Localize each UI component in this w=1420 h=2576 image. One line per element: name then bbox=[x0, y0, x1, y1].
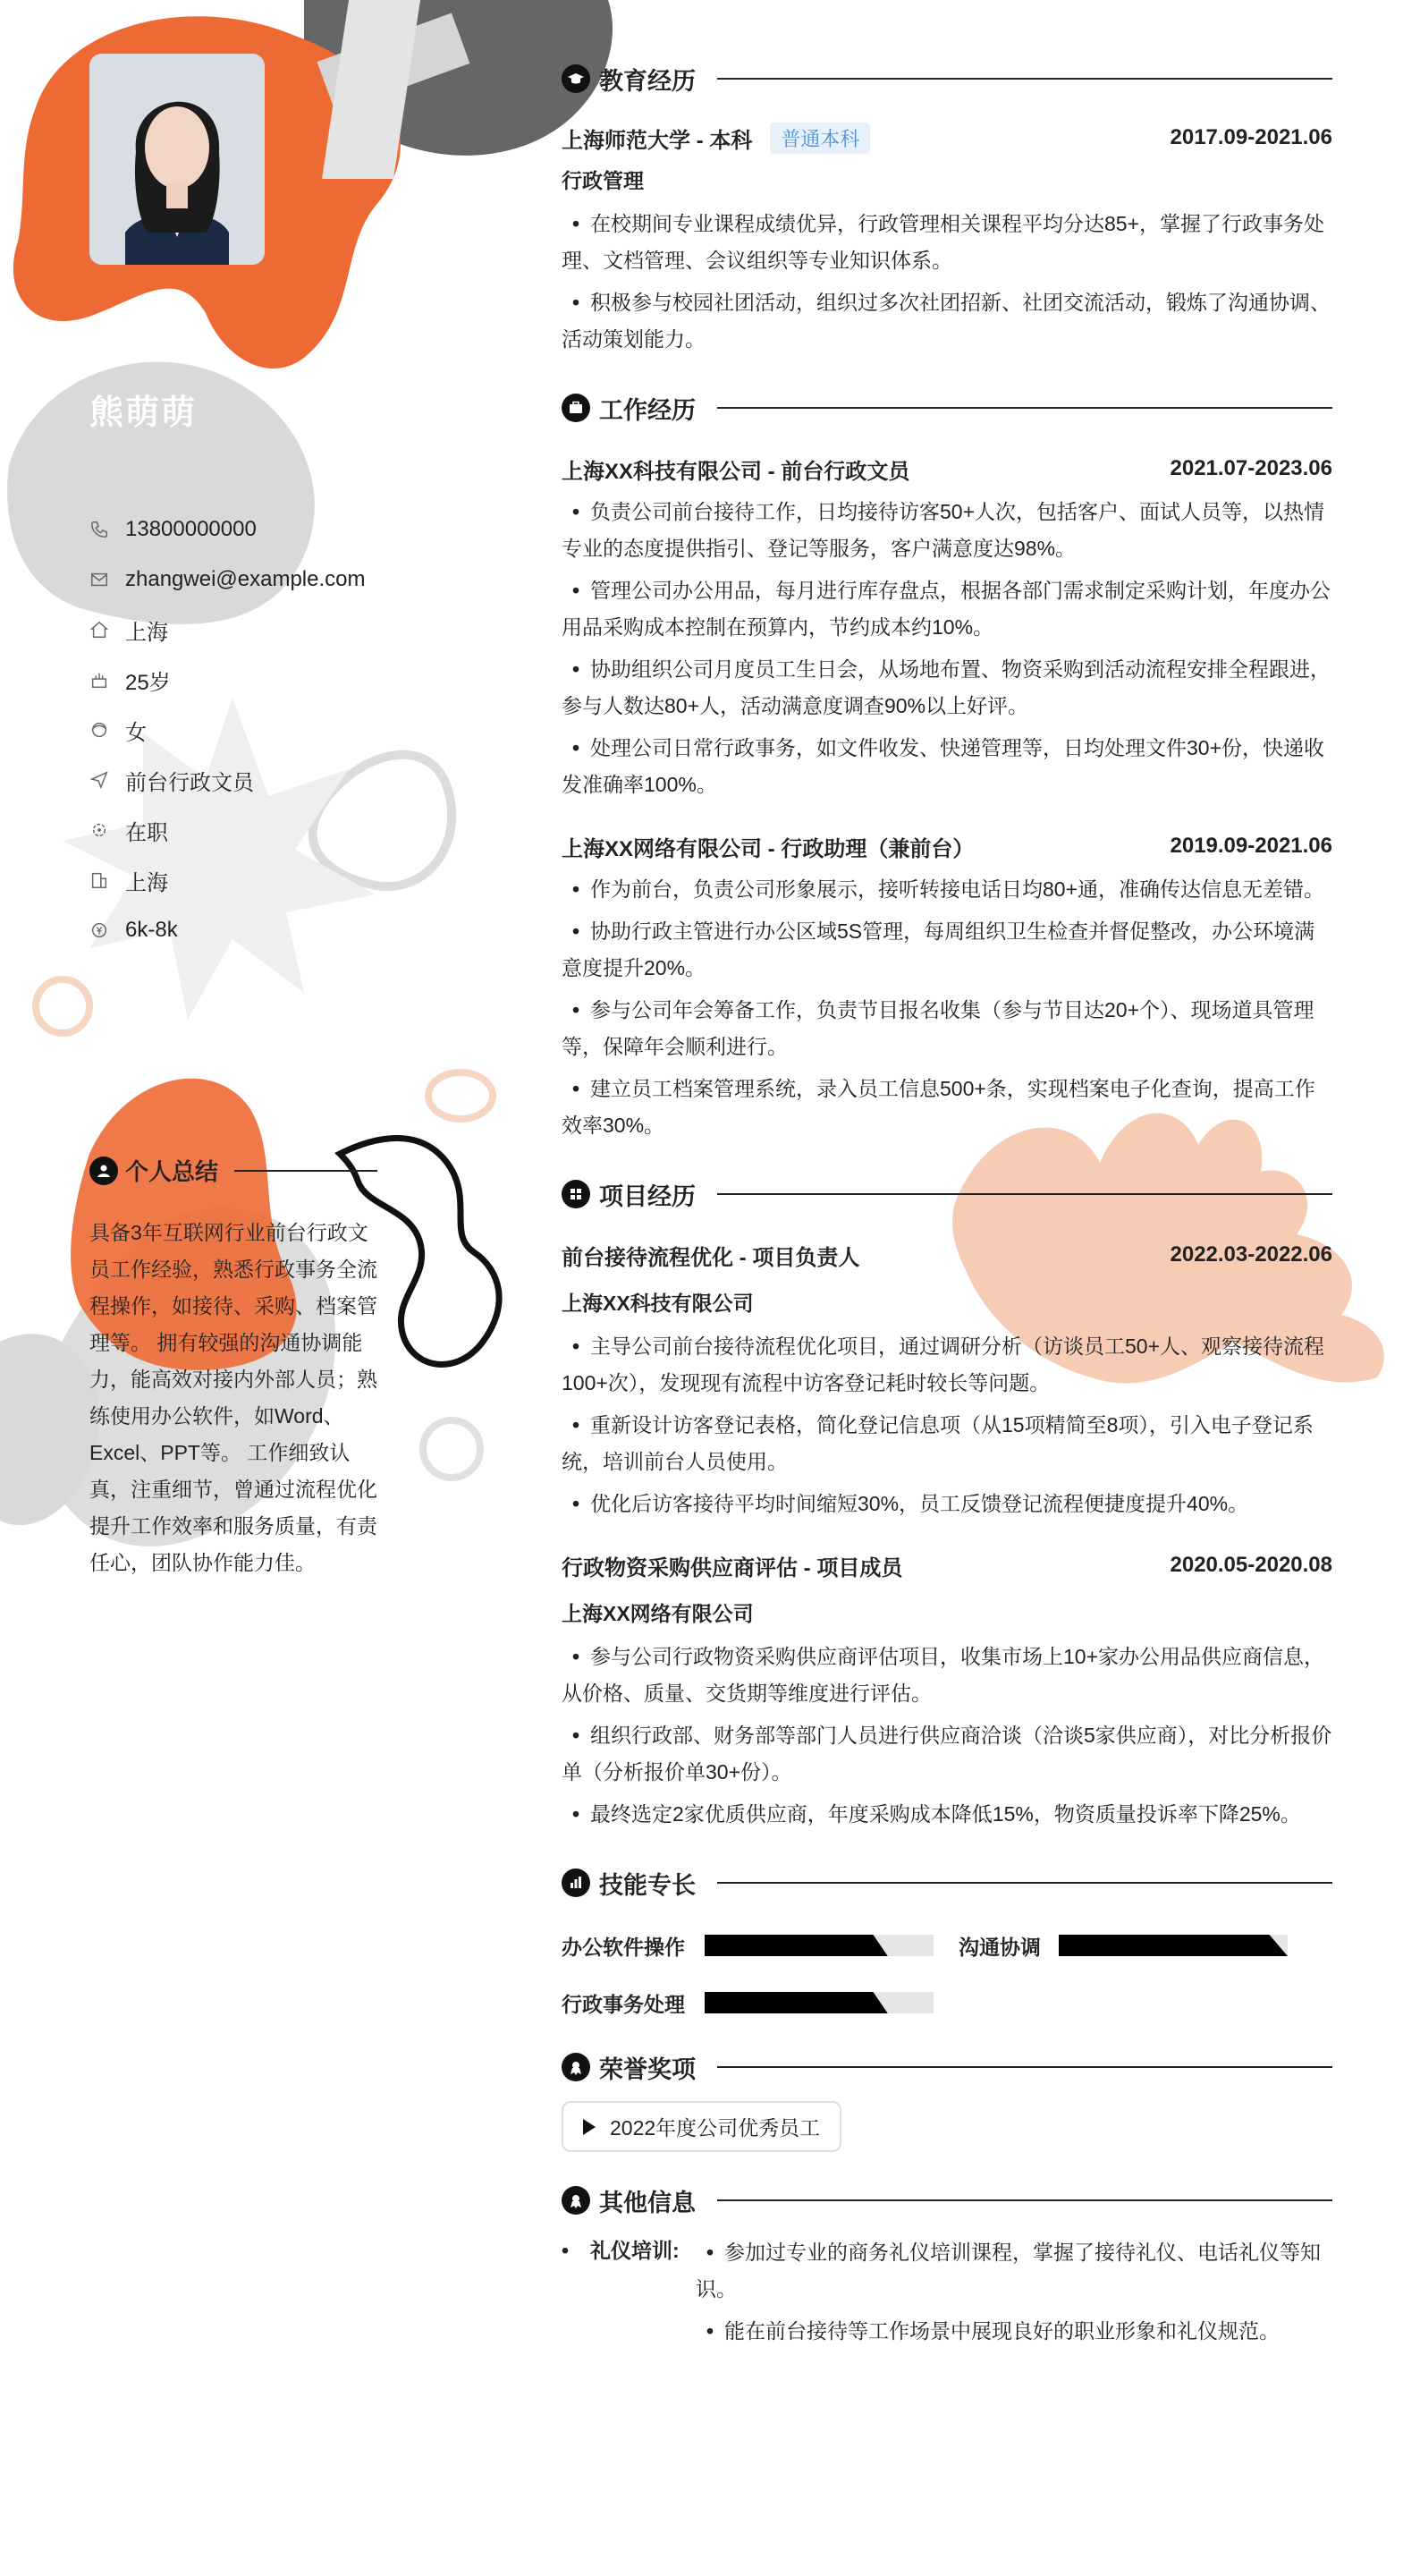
skill-name: 沟通协调 bbox=[959, 1935, 1041, 1959]
skill-bar bbox=[705, 1992, 934, 2013]
contact-status-value: 在职 bbox=[125, 820, 168, 845]
bar-chart-icon bbox=[562, 1868, 590, 1897]
skills-divider bbox=[717, 1882, 1332, 1884]
work-title: 工作经历 bbox=[599, 396, 696, 424]
award-label: 2022年度公司优秀员工 bbox=[610, 2116, 821, 2140]
status-icon bbox=[89, 820, 109, 840]
work-row bbox=[562, 828, 1332, 864]
other-bullets bbox=[696, 2234, 1332, 2355]
skill-name: 行政事务处理 bbox=[562, 1992, 685, 2016]
education-major: 行政管理 bbox=[562, 169, 644, 192]
list-item: • 重新设计访客登记表格，简化登记信息项（从15项精简至8项），引入电子登记系统，培训前台人员使用。 bbox=[562, 1407, 1332, 1480]
contact-status bbox=[89, 805, 366, 855]
contact-list bbox=[89, 504, 366, 955]
list-item: • 在校期间专业课程成绩优异，行政管理相关课程平均分达85+，掌握了行政事务处理、文档管理、会议组织等专业知识体系。 bbox=[562, 206, 1332, 279]
award-badge bbox=[562, 2101, 841, 2152]
list-item: • 积极参与校园社团活动，组织过多次社团招新、社团交流活动，锻炼了沟通协调、活动策划能力。 bbox=[562, 284, 1332, 358]
work-title: 上海XX科技有限公司 - 前台行政文员 bbox=[562, 459, 910, 484]
education-heading bbox=[562, 63, 1332, 95]
education-entry bbox=[562, 120, 1332, 358]
work-date: 2019.09-2021.06 bbox=[1170, 834, 1332, 858]
contact-home-value: 上海 bbox=[125, 620, 168, 645]
skills-title: 技能专长 bbox=[599, 1871, 696, 1899]
award-icon bbox=[562, 2053, 590, 2081]
gender-icon bbox=[89, 720, 109, 740]
list-item: • 处理公司日常行政事务，如文件收发、快递管理等，日均处理文件30+份，快递收发准确率100%。 bbox=[562, 730, 1332, 803]
contact-city bbox=[89, 855, 366, 905]
project-entry bbox=[562, 1237, 1332, 1522]
education-school-wrap bbox=[562, 123, 870, 154]
contact-position-value: 前台行政文员 bbox=[125, 770, 254, 795]
skill-bar bbox=[1059, 1935, 1288, 1956]
skill-fill bbox=[705, 1992, 888, 2013]
list-item: • 优化后访客接待平均时间缩短30%，员工反馈登记流程便捷度提升40%。 bbox=[562, 1486, 1332, 1522]
main-column bbox=[562, 63, 1332, 2355]
grid-icon bbox=[562, 1180, 590, 1208]
building-icon bbox=[89, 870, 109, 890]
home-icon bbox=[89, 620, 109, 640]
education-date: 2017.09-2021.06 bbox=[1170, 125, 1332, 149]
summary-divider bbox=[234, 1170, 377, 1172]
contact-email bbox=[89, 555, 366, 605]
list-item: • 参加过专业的商务礼仪培训课程，掌握了接待礼仪、电话礼仪等知识。 bbox=[696, 2234, 1332, 2308]
work-title: 上海XX网络有限公司 - 行政助理（兼前台） bbox=[562, 836, 975, 861]
contact-city-value: 上海 bbox=[125, 870, 168, 895]
skill-fill bbox=[1059, 1935, 1288, 1956]
profile-name: 熊萌萌 bbox=[89, 394, 198, 432]
list-item: • 协助组织公司月度员工生日会，从场地布置、物资采购到活动流程安排全程跟进，参与人数达80+人，活动满意度调查90%以上好评。 bbox=[562, 651, 1332, 724]
contact-gender-value: 女 bbox=[125, 720, 147, 745]
contact-phone bbox=[89, 504, 366, 555]
list-item: • 建立员工档案管理系统，录入员工信息500+条，实现档案电子化查询，提高工作效率30%。 bbox=[562, 1071, 1332, 1144]
summary-heading bbox=[89, 1154, 377, 1187]
work-row bbox=[562, 451, 1332, 487]
project-company: 上海XX科技有限公司 bbox=[562, 1292, 754, 1315]
contact-position bbox=[89, 755, 366, 805]
skill-row bbox=[562, 1917, 1332, 1974]
honors-title: 荣誉奖项 bbox=[599, 2055, 696, 2083]
education-tag: 普通本科 bbox=[770, 123, 870, 154]
skills-heading bbox=[562, 1867, 1332, 1899]
project-row bbox=[562, 1237, 1332, 1273]
project-title: 前台接待流程优化 - 项目负责人 bbox=[562, 1245, 860, 1270]
work-bullets bbox=[562, 494, 1332, 803]
education-bullets bbox=[562, 206, 1332, 358]
skills-list bbox=[562, 1917, 1332, 2031]
project-company: 上海XX网络有限公司 bbox=[562, 1602, 754, 1625]
skill-name: 办公软件操作 bbox=[562, 1935, 685, 1959]
send-icon bbox=[89, 770, 109, 790]
skill-fill bbox=[705, 1935, 888, 1956]
work-entry bbox=[562, 828, 1332, 1144]
other-label: • 礼仪培训: bbox=[562, 2234, 696, 2355]
summary-text: 具备3年互联网行业前台行政文员工作经验，熟悉行政事务全流程操作，如接待、采购、档案管理等。 拥有较强的沟通协调能力，能高效对接内外部人员；熟练使用办公软件，如Word、Excel、PPT等。 工作细致认真，注重细节，曾通过流程优化提升工作效率和服务质量，有责任心，团队协作能力佳。 bbox=[89, 1221, 377, 1574]
user-icon bbox=[89, 1157, 118, 1185]
contact-age-value: 25岁 bbox=[125, 670, 171, 695]
contact-phone-value: 13800000000 bbox=[125, 517, 257, 541]
other-title: 其他信息 bbox=[599, 2189, 696, 2216]
other-heading bbox=[562, 2184, 1332, 2216]
contact-home bbox=[89, 605, 366, 655]
list-item: • 能在前台接待等工作场景中展现良好的职业形象和礼仪规范。 bbox=[696, 2313, 1332, 2350]
education-row bbox=[562, 120, 1332, 156]
contact-age bbox=[89, 655, 366, 705]
project-row bbox=[562, 1547, 1332, 1583]
skill-row bbox=[562, 1974, 1332, 2031]
skill-bar bbox=[705, 1935, 934, 1956]
project-date: 2020.05-2020.08 bbox=[1170, 1553, 1332, 1577]
list-item: • 最终选定2家优质供应商，年度采购成本降低15%，物资质量投诉率下降25%。 bbox=[562, 1796, 1332, 1833]
other-divider bbox=[717, 2199, 1332, 2201]
work-bullets bbox=[562, 871, 1332, 1144]
list-item: • 管理公司办公用品，每月进行库存盘点，根据各部门需求制定采购计划，年度办公用品采购成本控制在预算内，节约成本约10%。 bbox=[562, 572, 1332, 646]
project-entry bbox=[562, 1547, 1332, 1833]
contact-salary-value: 6k-8k bbox=[125, 918, 178, 942]
list-item: • 作为前台，负责公司形象展示，接听转接电话日均80+通，准确传达信息无差错。 bbox=[562, 871, 1332, 908]
education-title: 教育经历 bbox=[599, 67, 696, 95]
list-item: • 主导公司前台接待流程优化项目，通过调研分析（访谈员工50+人、观察接待流程100+次），发现现有流程中访客登记耗时较长等问题。 bbox=[562, 1328, 1332, 1402]
project-title: 行政物资采购供应商评估 - 项目成员 bbox=[562, 1555, 903, 1580]
project-bullets bbox=[562, 1328, 1332, 1522]
list-item: • 参与公司年会筹备工作，负责节目报名收集（参与节目达20+个）、现场道具管理等，保障年会顺利进行。 bbox=[562, 992, 1332, 1065]
play-icon bbox=[583, 2119, 596, 2135]
education-school: 上海师范大学 - 本科 bbox=[562, 128, 753, 153]
projects-title: 项目经历 bbox=[599, 1182, 696, 1210]
education-divider bbox=[717, 78, 1332, 80]
honors-divider bbox=[717, 2066, 1332, 2068]
list-item: • 组织行政部、财务部等部门人员进行供应商洽谈（洽谈5家供应商），对比分析报价单（分析报价单30+份）。 bbox=[562, 1717, 1332, 1791]
award-icon bbox=[562, 2186, 590, 2215]
projects-heading bbox=[562, 1178, 1332, 1210]
contact-gender bbox=[89, 705, 366, 755]
list-item: • 负责公司前台接待工作，日均接待访客50+人次，包括客户、面试人员等，以热情专业的态度提供指引、登记等服务，客户满意度达98%。 bbox=[562, 494, 1332, 567]
graduation-cap-icon bbox=[562, 64, 590, 93]
contact-email-value: zhangwei@example.com bbox=[125, 567, 366, 591]
projects-divider bbox=[717, 1193, 1332, 1195]
cake-icon bbox=[89, 670, 109, 690]
project-bullets bbox=[562, 1639, 1332, 1833]
work-divider bbox=[717, 407, 1332, 409]
mail-icon bbox=[89, 570, 109, 589]
list-item: • 参与公司行政物资采购供应商评估项目，收集市场上10+家办公用品供应商信息，从价格、质量、交货期等维度进行评估。 bbox=[562, 1639, 1332, 1712]
list-item: • 协助行政主管进行办公区域5S管理，每周组织卫生检查并督促整改，办公环境满意度提升20%。 bbox=[562, 913, 1332, 987]
phone-icon bbox=[89, 520, 109, 539]
profile-photo bbox=[89, 54, 265, 265]
contact-salary bbox=[89, 905, 366, 955]
work-date: 2021.07-2023.06 bbox=[1170, 456, 1332, 480]
work-entry bbox=[562, 451, 1332, 803]
work-heading bbox=[562, 392, 1332, 424]
money-icon bbox=[89, 920, 109, 940]
briefcase-icon bbox=[562, 394, 590, 422]
honors-heading bbox=[562, 2051, 1332, 2083]
project-date: 2022.03-2022.06 bbox=[1170, 1242, 1332, 1267]
summary-title: 个人总结 bbox=[125, 1158, 219, 1185]
other-entry bbox=[562, 2234, 1332, 2355]
